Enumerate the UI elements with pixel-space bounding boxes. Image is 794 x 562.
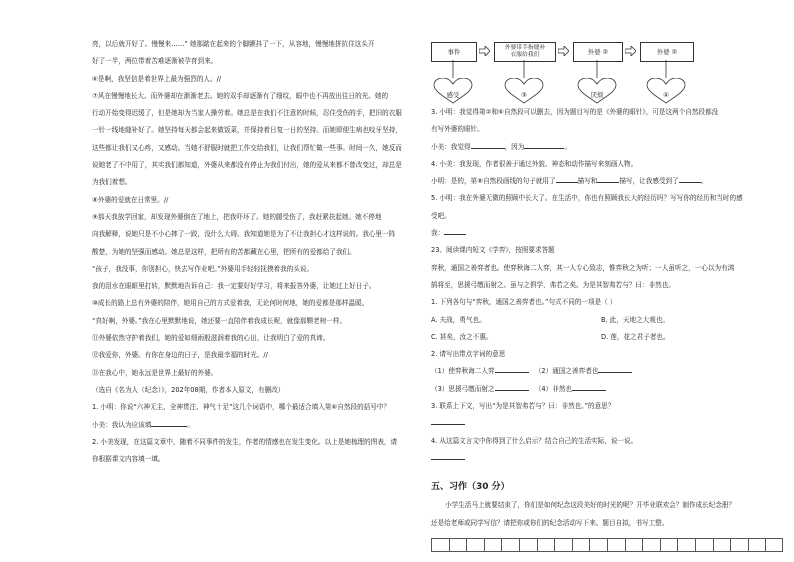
- paragraph-line: ⑪外婆依然守护着我们，她的爱如细雨般滋润着我的心田，让我明白了爱的真谛。: [92, 334, 330, 343]
- answer-blank[interactable]: [524, 141, 564, 149]
- question-4-answer: 小明：是的，第⑧自然段画线的句子就用了 描写和 描写，让我感受到了 。: [431, 177, 708, 186]
- answer-blank[interactable]: [597, 175, 619, 183]
- sub-question-1: 1. 下列各句与“弈秋，通国之善弈者也。”句式不同的一项是（ ）: [431, 298, 617, 307]
- option-b[interactable]: B. 此，天地之大观也。: [601, 315, 670, 324]
- answer-blank[interactable]: [444, 227, 466, 235]
- answer-blank[interactable]: [151, 419, 187, 427]
- paragraph-line: 一针一线地缝补好了。她坚持每天都会起来做饭菜，并保持着日复一日的坚持。而她即便生病也咬牙坚持，: [92, 126, 402, 135]
- essay-prompt: 小学生活马上就要结束了，你们是如何纪念这段美好的时光的呢？开毕业联欢会？制作成长纪念册？: [445, 501, 736, 510]
- paragraph-line: “真好啊，外婆。”我在心里默默地说，她还要一直陪伴着我成长呢，就像那颗老树一样。: [92, 316, 347, 325]
- flow-box-grandma-2: 外婆 ②: [640, 42, 694, 62]
- answer-blank[interactable]: [679, 175, 701, 183]
- option-c[interactable]: C. 甚矣，汝之不惠。: [431, 332, 493, 341]
- paragraph-line: 说她老了不中用了，其实我们都知道，外婆从来都没有停止为我们付出，她的爱从来都不曾改变过，却总是: [92, 161, 402, 170]
- paragraph-line: 酸楚，为她的坚强而感动。她总是这样，把所有的苦都藏在心里，把所有的爱都给了我们。: [92, 247, 356, 256]
- sub-question-4: 4. 从这篇文言文中你得到了什么启示？结合自己的生活实际，说一说。: [431, 436, 638, 445]
- paragraph-line: ⑨那天我放学回家，却发现外婆倒在了地上，把我吓坏了。她的腿受伤了，我赶紧扶起她。她不停地: [92, 212, 382, 221]
- paragraph-line: 这些都让我们又心疼，又感动。当她不舒服时就把工作交给我们，让我们帮忙做一些事。时间一久，她反而: [92, 143, 402, 152]
- answer-blank[interactable]: [471, 141, 505, 149]
- question-1-answer: 小美：我认为应该填 。: [92, 420, 194, 429]
- flow-box-grandma-1: 外婆 ②: [573, 42, 623, 62]
- question-2: 2. 小美发现，在这篇文章中，随着不同事件的发生，作者的情感也在发生变化。以上是她梳理的图表，请: [92, 437, 398, 446]
- arrow-right-icon: [558, 46, 569, 56]
- paragraph-line: ⑫我爱你，外婆。有你在身边的日子，是我最幸福的时光。//: [92, 351, 268, 360]
- question-5-cont: 受吧。: [431, 211, 451, 220]
- source-citation: （选自《名为人（纪念）》，202年08期，作者本人原文，有删改）: [92, 385, 285, 394]
- paragraph-line: ⑩成长的路上总有外婆的陪伴，她用自己的方式爱着我，无论何时何地，她的爱都是那样温暖。: [92, 299, 369, 308]
- paragraph-line: 我的泪水在眼眶里打转，默默地告诉自己：我一定要好好学习，将来报答外婆，让她过上好日子。: [92, 282, 376, 291]
- answer-blank[interactable]: [495, 372, 529, 373]
- question-4: 4. 小美：我发现，作者很善于通过外貌、神态和动作描写来刻画人物。: [431, 159, 638, 168]
- passage-line: 鹄将至，思援弓缴而射之。虽与之俱学，弗若之矣。为是其智弗若与？曰：非然也。: [431, 280, 675, 289]
- question-5: 5. 小明：我在外婆无微的照顾中长大了。在生活中，你也有照顾我长大的经历吗？写写你的经历和当时的感: [431, 194, 743, 203]
- answer-line[interactable]: [431, 415, 783, 432]
- options-row: [431, 329, 783, 346]
- options-row: [431, 312, 783, 329]
- option-a[interactable]: A. 夫战，勇气也。: [431, 315, 486, 324]
- left-column: [92, 36, 412, 468]
- answer-blank[interactable]: [598, 372, 632, 373]
- question-2-cont: 你根据课文内容填一填。: [92, 455, 165, 464]
- arrow-right-icon: [479, 46, 490, 56]
- paragraph-line: 好了一半，两位带着苦难逐渐被孕育到来。: [92, 57, 218, 66]
- flow-connectors: [431, 60, 741, 80]
- writing-grid[interactable]: [431, 538, 783, 552]
- paragraph-line: ⑬在我心中，她永远是世界上最好的外婆。: [92, 368, 218, 377]
- heart-label-4: ④: [663, 91, 669, 99]
- paragraph-line: ⑧外婆的爱就在日常里。//: [92, 195, 169, 204]
- question-1: 1. 小明：你说“六神无主、全神贯注、神气十足”这几个词语中，哪个最适合填入第⑥自然段的括号中？: [92, 403, 391, 412]
- paragraph-line: 向我解释，说她只是不小心摔了一跤，没什么大碍。我知道她是为了不让我担心才这样说的。我心里一阵: [92, 230, 396, 239]
- question-3-answer: 小美：我觉得 ，因为 。: [431, 142, 571, 151]
- heart-label-feeling: 感受: [446, 91, 460, 99]
- paragraph-line: “孩子，我没事，你别担心，快去写作业吧。”外婆用手轻轻抚摸着我的头说。: [92, 264, 314, 273]
- question-23: 23、阅读课内短文《学弈》，按照要求答题: [431, 246, 555, 255]
- paragraph-line: ⑦风在慢慢地长大。而外婆却在渐渐老去。她的双手却逐渐有了细纹，眼中也不再放出往日的光。她的: [92, 91, 389, 100]
- answer-blank[interactable]: [556, 175, 578, 183]
- right-column: [431, 36, 783, 552]
- flow-box-sewing: 外婆带手指缝补 衣服给我们: [494, 42, 556, 62]
- question-3-cont: 有写外婆的眼针。: [431, 125, 484, 134]
- arrow-right-icon: [625, 46, 636, 56]
- section-title-writing: 五、习作（30 分）: [431, 482, 510, 493]
- sub-question-2: 2. 请写出带点字词的意思: [431, 350, 506, 359]
- paragraph-line: 行动开始变得迟缓了，但是她却为当家人操劳着。她总是在我们不注意的时候，忍住受伤的手，把旧的衣服: [92, 109, 402, 118]
- word-row: （3）思援弓缴而射之 （4）非然也: [431, 381, 783, 398]
- essay-prompt: 还是给老师或同学写信？请把你或你们的纪念活动写下来。题目自拟，书写工整。: [431, 518, 669, 527]
- sub-question-3: 3. 联系上下文，写出“为是其智弗若与？曰：非然也。”的意思？: [431, 402, 615, 411]
- paragraph-line: 为我们着想。: [92, 178, 132, 187]
- heart-label-3: ③: [521, 91, 527, 99]
- option-d[interactable]: D. 莲，花之君子者也。: [601, 332, 670, 341]
- passage-line: 弈秋，通国之善弈者也。使弈秋诲二人弈，其一人专心致志，惟弈秋之为听；一人虽听之，一心以为有鸿: [431, 263, 735, 272]
- heart-label-annoyed: 厌烦: [590, 91, 604, 99]
- paragraph-line: ⑥是啊，我坚信是着世界上最为强烈的人。//: [92, 74, 222, 83]
- answer-blank[interactable]: [495, 390, 529, 391]
- emotion-flowchart: [431, 36, 741, 104]
- question-3: 3. 小明：我觉得第②和⑥自然段可以删去，因为题目写的是《外婆的眼针》，可是这两个自然段都没: [431, 108, 719, 116]
- flow-box-event: 事件: [431, 42, 477, 62]
- paragraph-line: 亮，以后就开好了。慢慢来……” 她那踮在起来的个脚颤抖了一下，从容地，慢慢地拼抗住这头开: [92, 40, 375, 48]
- question-5-answer: 我：: [431, 225, 783, 242]
- word-row: （1）使弈秋诲二人弈 （2）通国之善弈者也: [431, 363, 783, 380]
- answer-blank[interactable]: [572, 390, 606, 391]
- answer-line[interactable]: [431, 450, 783, 467]
